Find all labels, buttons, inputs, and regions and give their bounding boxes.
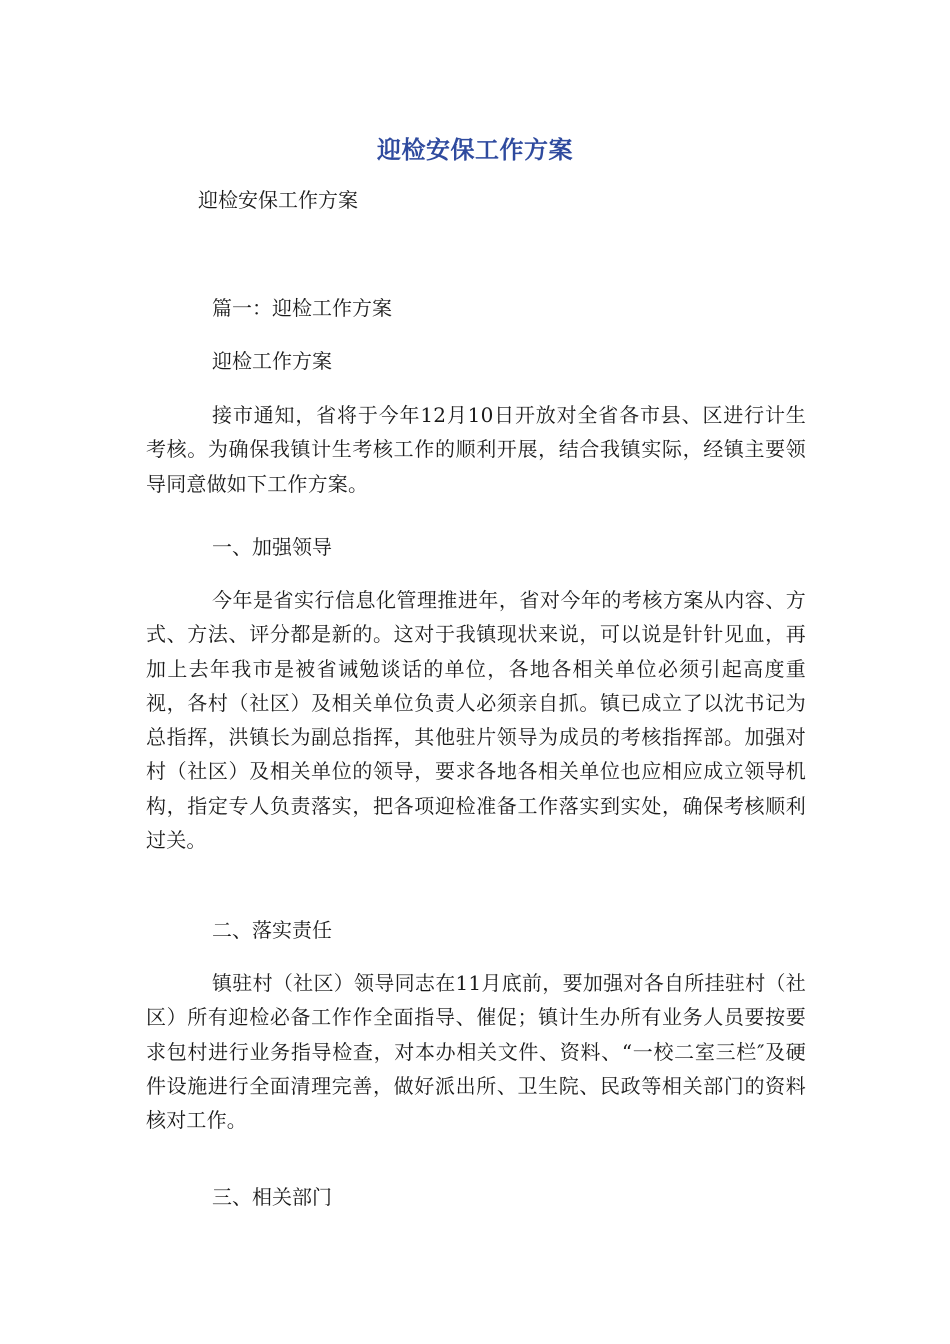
part3-heading: 三、相关部门	[212, 1185, 332, 1209]
document-title: 迎检安保工作方案	[377, 136, 573, 164]
section-heading: 篇一：迎检工作方案	[212, 296, 392, 320]
plan-heading: 迎检工作方案	[212, 349, 332, 373]
document-subtitle: 迎检安保工作方案	[198, 188, 358, 212]
part2-paragraph: 镇驻村（社区）领导同志在11月底前，要加强对各自所挂驻村（社区）所有迎检必备工作作全面指导、催促；镇计生办所有业务人员要按要求包村进行业务指导检查，对本办相关文件、资料、“一校二室三栏″及硬件设施进行全面清理完善，做好派出所、卫生院、民政等相关部门的资料核对工作。	[146, 971, 806, 1133]
intro-paragraph: 接市通知，省将于今年12月10日开放对全省各市县、区进行计生考核。为确保我镇计生考核工作的顺利开展，结合我镇实际，经镇主要领导同意做如下工作方案。	[146, 403, 806, 496]
part2-heading: 二、落实责任	[212, 918, 332, 942]
part1-heading: 一、加强领导	[212, 535, 332, 559]
part1-paragraph: 今年是省实行信息化管理推进年，省对今年的考核方案从内容、方式、方法、评分都是新的。这对于我镇现状来说，可以说是针针见血，再加上去年我市是被省诫勉谈话的单位，各地各相关单位必须引起高度重视，各村（社区）及相关单位负责人必须亲自抓。镇已成立了以沈书记为总指挥，洪镇长为副总指挥，其他驻片领导为成员的考核指挥部。加强对村（社区）及相关单位的领导，要求各地各相关单位也应相应成立领导机构，指定专人负责落实，把各项迎检准备工作落实到实处，确保考核顺利过关。	[146, 588, 806, 853]
